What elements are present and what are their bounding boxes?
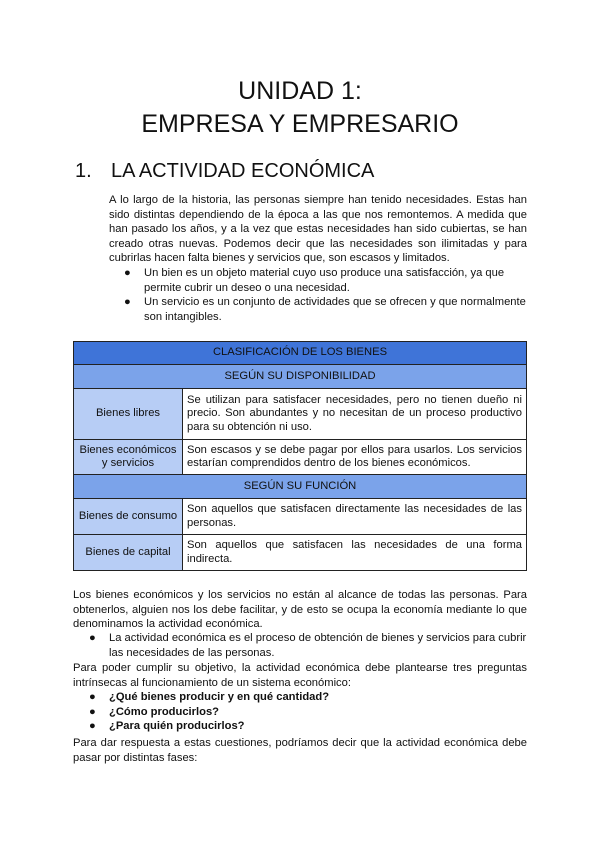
table-section-function: SEGÚN SU FUNCIÓN <box>74 475 527 499</box>
list-item <box>109 266 527 295</box>
questions-list <box>73 690 527 734</box>
goods-classification-table <box>73 341 527 571</box>
bullet-icon: ● <box>124 296 131 309</box>
table-row <box>74 389 527 440</box>
unit-title: UNIDAD 1: <box>238 77 362 105</box>
unit-subtitle: EMPRESA Y EMPRESARIO <box>141 110 459 138</box>
bullet-icon: ● <box>89 691 96 703</box>
table-row <box>74 342 527 365</box>
table-row <box>74 535 527 571</box>
intro-paragraph: A lo largo de la historia, las personas siempre han tenido necesidades. Estas han sido distintas dependiendo de la época a las que nos remontemos. A medida que han pasado los años, y a la vez que estas necesidades han sido cubiertas, se han creado otras nuevas. Podemos decir que las necesidades son ilimitadas y para cubrirlas hacen falta bienes y servicios que, son escasos y limitados. <box>109 194 527 265</box>
table-row <box>74 475 527 499</box>
phases-paragraph: Para dar respuesta a estas cuestiones, podríamos decir que la actividad económica debe pasar por distintas fases: <box>73 737 527 764</box>
table-description: Se utilizan para satisfacer necesidades, pero no tienen dueño ni precio. Son abundantes y no necesitan de un proceso productivo para su obtención ni uso. <box>183 389 527 440</box>
section-heading <box>75 160 374 183</box>
questions-intro-paragraph: Para poder cumplir su objetivo, la actividad económica debe plantearse tres preguntas intrínsecas al funcionamiento de un sistema económico: <box>73 662 527 689</box>
list-item-text: Un servicio es un conjunto de actividades que se ofrecen y que normalmente son intangibles. <box>144 296 526 323</box>
list-item <box>109 295 527 324</box>
definitions-list <box>109 266 527 324</box>
table-row <box>74 365 527 389</box>
table-row <box>74 440 527 475</box>
list-item <box>73 719 527 734</box>
table-category: Bienes económicos y servicios <box>74 440 183 475</box>
bullet-icon: ● <box>89 705 96 718</box>
list-item <box>73 705 527 720</box>
question-text: ¿Qué bienes producir y en qué cantidad? <box>109 691 330 703</box>
list-item <box>73 631 527 660</box>
table-section-availability: SEGÚN SU DISPONIBILIDAD <box>74 365 527 389</box>
section-number: 1. <box>75 160 92 182</box>
question-text: ¿Cómo producirlos? <box>109 705 220 718</box>
table-description: Son escasos y se debe pagar por ellos para usarlos. Los servicios estarían comprendidos dentro de los bienes económicos. <box>183 440 527 475</box>
table-category: Bienes de capital <box>74 535 183 571</box>
list-item-text: La actividad económica es el proceso de obtención de bienes y servicios para cubrir las necesidades de las personas. <box>109 632 527 659</box>
bullet-icon: ● <box>124 267 131 279</box>
table-row <box>74 499 527 535</box>
bullet-icon: ● <box>89 720 96 733</box>
after-table-paragraph: Los bienes económicos y los servicios no están al alcance de todas las personas. Para obtenerlos, alguien nos los debe facilitar, y de esto se ocupa la economía mediante lo que denominamos la actividad económica. <box>73 589 527 631</box>
section-title: LA ACTIVIDAD ECONÓMICA <box>111 160 375 182</box>
list-item <box>73 690 527 705</box>
bullet-icon: ● <box>89 632 96 644</box>
table-description: Son aquellos que satisfacen las necesidades de una forma indirecta. <box>183 535 527 571</box>
economic-activity-list <box>73 631 527 660</box>
question-text: ¿Para quién producirlos? <box>109 720 245 733</box>
table-category: Bienes libres <box>74 389 183 440</box>
list-item-text: Un bien es un objeto material cuyo uso produce una satisfacción, ya que permite cubrir un deseo o una necesidad. <box>144 267 505 294</box>
table-description: Son aquellos que satisfacen directamente las necesidades de las personas. <box>183 499 527 535</box>
table-header: CLASIFICACIÓN DE LOS BIENES <box>74 342 527 365</box>
table-category: Bienes de consumo <box>74 499 183 535</box>
